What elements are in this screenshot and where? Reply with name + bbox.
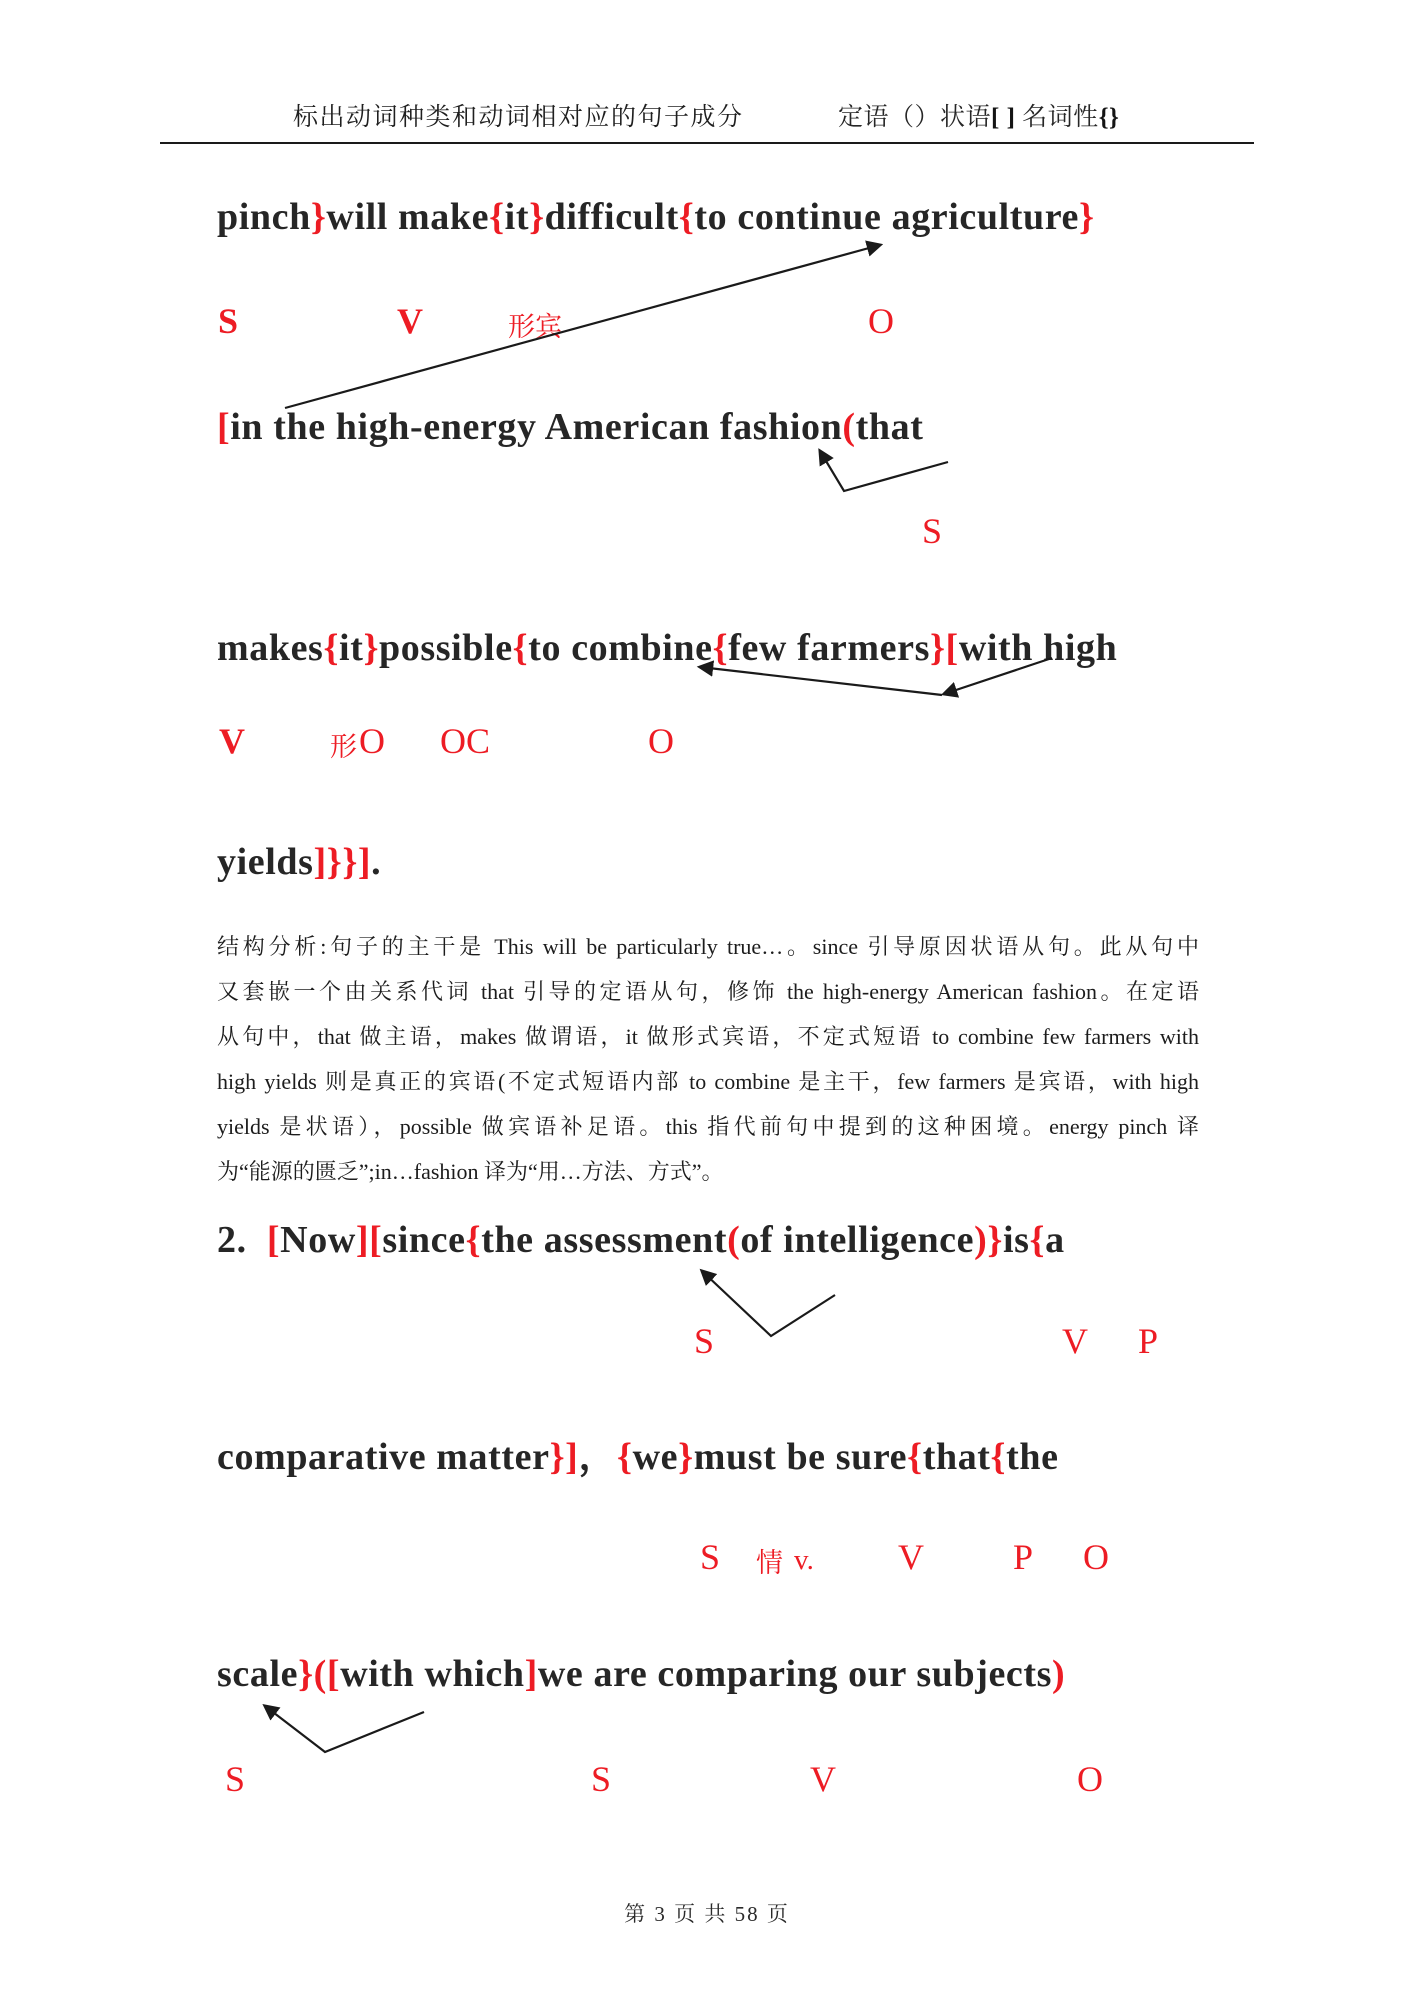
- text-segment: [: [369, 1219, 383, 1261]
- text-segment: with high: [958, 627, 1118, 669]
- sentence2-line1: [217, 1218, 1065, 1264]
- header-right-legend: [838, 97, 1119, 133]
- text-segment: {: [712, 627, 729, 669]
- annotation-object: O: [1083, 1537, 1109, 1577]
- text-segment: will make: [326, 196, 490, 238]
- text-segment: ): [1052, 1653, 1066, 1695]
- text-segment: {: [489, 196, 505, 238]
- sentence1-line4: [217, 840, 381, 886]
- sentence1-line3: [217, 626, 1117, 672]
- analysis-line: 从句中，that 做主语，makes 做谓语，it 做形式宾语，不定式短语 to combine few farmers with: [217, 1024, 1199, 1049]
- annotation-subject: S: [700, 1537, 721, 1577]
- text-segment: few farmers: [728, 627, 930, 669]
- text-segment: ]: [355, 1219, 370, 1261]
- text-segment: it: [339, 627, 364, 669]
- annotation-object-complement: OC: [440, 721, 491, 761]
- annotation-formal-object: 形宾: [508, 312, 562, 342]
- text-segment: {: [678, 196, 695, 238]
- text-segment: pinch: [217, 196, 311, 238]
- text-segment: [: [945, 627, 959, 669]
- text-segment: ): [974, 1219, 988, 1261]
- annotation-subject: S: [591, 1759, 612, 1799]
- text-segment: [: [266, 1219, 281, 1261]
- text-segment: ]: [524, 1653, 538, 1695]
- text-segment: {: [990, 1436, 1007, 1478]
- text-segment: (: [727, 1219, 741, 1261]
- text-segment: ，: [578, 1436, 618, 1478]
- annotation-object: O: [1077, 1759, 1103, 1799]
- text-segment: to continue agriculture: [694, 196, 1080, 238]
- annotation-modal: 情: [756, 1548, 783, 1578]
- text-segment: {}: [1098, 104, 1120, 131]
- annotation-object: O: [359, 721, 385, 761]
- text-segment: (: [842, 406, 856, 448]
- arrow-to-scale: [265, 1706, 424, 1752]
- sentence1-line1: [217, 195, 1095, 241]
- text-segment: {: [323, 627, 340, 669]
- analysis-line: 结构分析:句子的主干是 This will be particularly true…。since 引导原因状语从句。此从句中: [217, 934, 1199, 959]
- page-number: 第 3 页 共 58 页: [624, 1902, 790, 1926]
- analysis-line: yields 是状语），possible 做宾语补足语。this 指代前句中提到的这种困境。energy pinch 译: [217, 1114, 1199, 1139]
- text-segment: yields: [217, 841, 314, 883]
- sentence2-line3: [217, 1652, 1065, 1698]
- text-segment: to combine: [528, 627, 713, 669]
- sentence2-line2: [217, 1435, 1059, 1481]
- text-segment: [: [326, 1653, 341, 1695]
- text-segment: [247, 1219, 267, 1261]
- arrow-that-to-fashion: [820, 451, 948, 491]
- text-segment: }: [929, 627, 946, 669]
- text-segment: the: [1006, 1436, 1059, 1478]
- text-segment: we: [632, 1436, 679, 1478]
- annotation-verb: V: [1062, 1321, 1088, 1361]
- text-segment: makes: [217, 627, 324, 669]
- text-segment: in the high-energy American fashion: [230, 406, 843, 448]
- text-segment: }: [529, 196, 545, 238]
- annotation-subject: S: [225, 1759, 246, 1799]
- arrow-to-assessment: [702, 1271, 835, 1336]
- annotation-verb: V: [219, 721, 245, 761]
- annotation-formal: 形: [330, 732, 357, 762]
- text-segment: must be sure: [693, 1436, 908, 1478]
- text-segment: with which: [340, 1653, 525, 1695]
- text-segment: {: [1029, 1219, 1046, 1261]
- text-segment: }: [987, 1219, 1003, 1261]
- text-segment: }: [298, 1653, 314, 1695]
- text-segment: that: [922, 1436, 991, 1478]
- annotation-modal-v: v.: [794, 1544, 814, 1576]
- text-segment: {: [465, 1219, 482, 1261]
- annotation-predicative: P: [1138, 1321, 1159, 1361]
- text-segment: [: [217, 406, 231, 448]
- annotation-subject: S: [694, 1321, 715, 1361]
- header-left-title: 标出动词种类和动词相对应的句子成分: [293, 104, 744, 131]
- text-segment: {: [907, 1436, 923, 1478]
- text-segment: 2.: [217, 1219, 247, 1261]
- text-segment: is: [1002, 1219, 1030, 1261]
- annotation-subject: S: [218, 301, 239, 341]
- analysis-line: 又套嵌一个由关系代词 that 引导的定语从句，修饰 the high-energy American fashion。在定语: [217, 979, 1199, 1004]
- annotation-object: O: [868, 301, 894, 341]
- text-segment: Now: [280, 1219, 356, 1261]
- text-segment: 定语（）状语: [838, 104, 992, 131]
- annotation-predicative: P: [1013, 1537, 1034, 1577]
- analysis-line: 为“能源的匮乏”;in…fashion 译为“用…方法、方式”。: [217, 1159, 724, 1184]
- annotation-verb: V: [898, 1537, 924, 1577]
- text-segment: since: [382, 1219, 466, 1261]
- annotation-verb: V: [810, 1759, 836, 1799]
- text-segment: the assessment: [481, 1219, 728, 1261]
- text-segment: of intelligence: [740, 1219, 975, 1261]
- analysis-line: high yields 则是真正的宾语(不定式短语内部 to combine 是主干，few farmers 是宾语，with high: [217, 1069, 1199, 1094]
- text-segment: }: [363, 627, 380, 669]
- text-segment: it: [504, 196, 530, 238]
- arrow-fashion-to-agriculture: [285, 245, 880, 408]
- text-segment: ]}}]: [313, 841, 372, 883]
- annotation-clause-subject: S: [922, 511, 943, 551]
- text-segment: }: [310, 196, 327, 238]
- text-segment: .: [371, 841, 382, 883]
- text-segment: scale: [217, 1653, 299, 1695]
- text-segment: (: [313, 1653, 327, 1695]
- text-segment: }]: [549, 1436, 579, 1478]
- text-segment: {: [617, 1436, 633, 1478]
- text-segment: difficult: [544, 196, 679, 238]
- text-segment: {: [512, 627, 529, 669]
- header-rule: [160, 142, 1254, 144]
- text-segment: we are comparing our subjects: [537, 1653, 1053, 1695]
- annotation-object: O: [648, 721, 674, 761]
- text-segment: that: [855, 406, 924, 448]
- text-segment: 名词性: [1015, 104, 1099, 131]
- annotation-verb: V: [397, 301, 423, 341]
- sentence1-line2: [217, 405, 924, 451]
- text-segment: possible: [379, 627, 513, 669]
- text-segment: a: [1045, 1219, 1065, 1261]
- text-segment: [ ]: [991, 104, 1016, 131]
- text-segment: comparative matter: [217, 1436, 550, 1478]
- text-segment: }: [678, 1436, 694, 1478]
- text-segment: }: [1079, 196, 1095, 238]
